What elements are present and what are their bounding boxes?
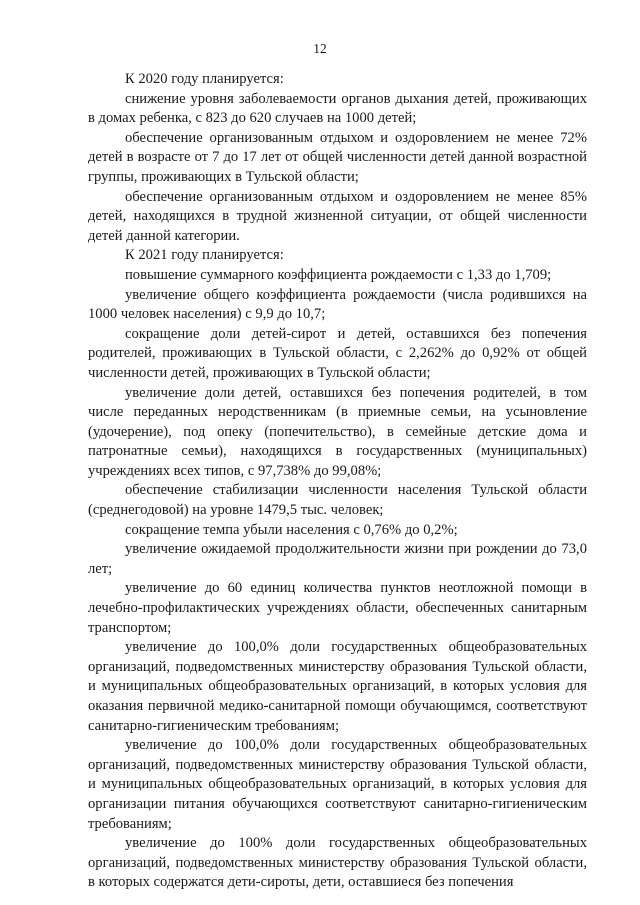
paragraph-population-decline: сокращение темпа убыли населения с 0,76% до 0,2%; bbox=[125, 521, 458, 538]
paragraph-school-nutrition: увеличение до 100,0% доли государственных общеобразовательных организаций, подведомственных министерству образования Тульской области, и муниципальных общеобразовательных организаций, в которых условия для организации питания обучающихся соответствуют санитарно-гигиеническим требованиям; bbox=[88, 737, 587, 832]
paragraph-2021-heading: К 2021 году планируется: bbox=[125, 247, 284, 264]
paragraph-recreation-72: обеспечение организованным отдыхом и оздоровлением не менее 72% детей в возрасте от 7 до 17 лет от общей численности детей данной возрастной группы, проживающих в Тульской области; bbox=[88, 129, 587, 185]
paragraph-emergency-points: увеличение до 60 единиц количества пунктов неотложной помощи в лечебно-профилактических учреждениях области, обеспеченных санитарным транспортом; bbox=[88, 580, 587, 636]
paragraph-respiratory-morbidity: снижение уровня заболеваемости органов дыхания детей, проживающих в домах ребенка, с 823 до 620 случаев на 1000 детей; bbox=[88, 90, 587, 127]
paragraph-orphan-schools: увеличение до 100% доли государственных общеобразовательных организаций, подведомственных министерству образования Тульской области, в которых содержатся дети-сироты, дети, оставшиеся без попечения bbox=[88, 835, 587, 891]
document-body bbox=[88, 70, 587, 893]
paragraph-population-stabilization: обеспечение стабилизации численности населения Тульской области (среднегодовой) на уровне 1479,5 тыс. человек; bbox=[88, 482, 587, 519]
paragraph-orphans-share: сокращение доли детей-сирот и детей, оставшихся без попечения родителей, проживающих в Тульской области, с 2,262% до 0,92% от общей численности детей, проживающих в Тульской области; bbox=[88, 325, 587, 381]
paragraph-birth-rate: увеличение общего коэффициента рождаемости (числа родившихся на 1000 человек населения) с 9,9 до 10,7; bbox=[88, 286, 587, 323]
paragraph-recreation-85: обеспечение организованным отдыхом и оздоровлением не менее 85% детей, находящихся в трудной жизненной ситуации, от общей численности детей данной категории. bbox=[88, 188, 587, 244]
page-number: 12 bbox=[313, 41, 327, 56]
paragraph-foster-placement: увеличение доли детей, оставшихся без попечения родителей, в том числе переданных неродственникам (в приемные семьи, на усыновление (удочерение), под опеку (попечительство), в семейные детские дома и патронатные семьи), находящихся в государственных (муниципальных) учреждениях всех типов, с 97,738% до 99,08%; bbox=[88, 384, 587, 479]
paragraph-2020-heading: К 2020 году планируется: bbox=[125, 71, 284, 87]
paragraph-fertility-rate: повышение суммарного коэффициента рождаемости с 1,33 до 1,709; bbox=[125, 266, 552, 283]
paragraph-school-medical-care: увеличение до 100,0% доли государственных общеобразовательных организаций, подведомственных министерству образования Тульской области, и муниципальных общеобразовательных организаций, в которых условия для оказания первичной медико-санитарной помощи обучающимся, соответствуют санитарно-гигиеническим требованиям; bbox=[88, 639, 587, 734]
paragraph-life-expectancy: увеличение ожидаемой продолжительности жизни при рождении до 73,0 лет; bbox=[88, 541, 587, 577]
